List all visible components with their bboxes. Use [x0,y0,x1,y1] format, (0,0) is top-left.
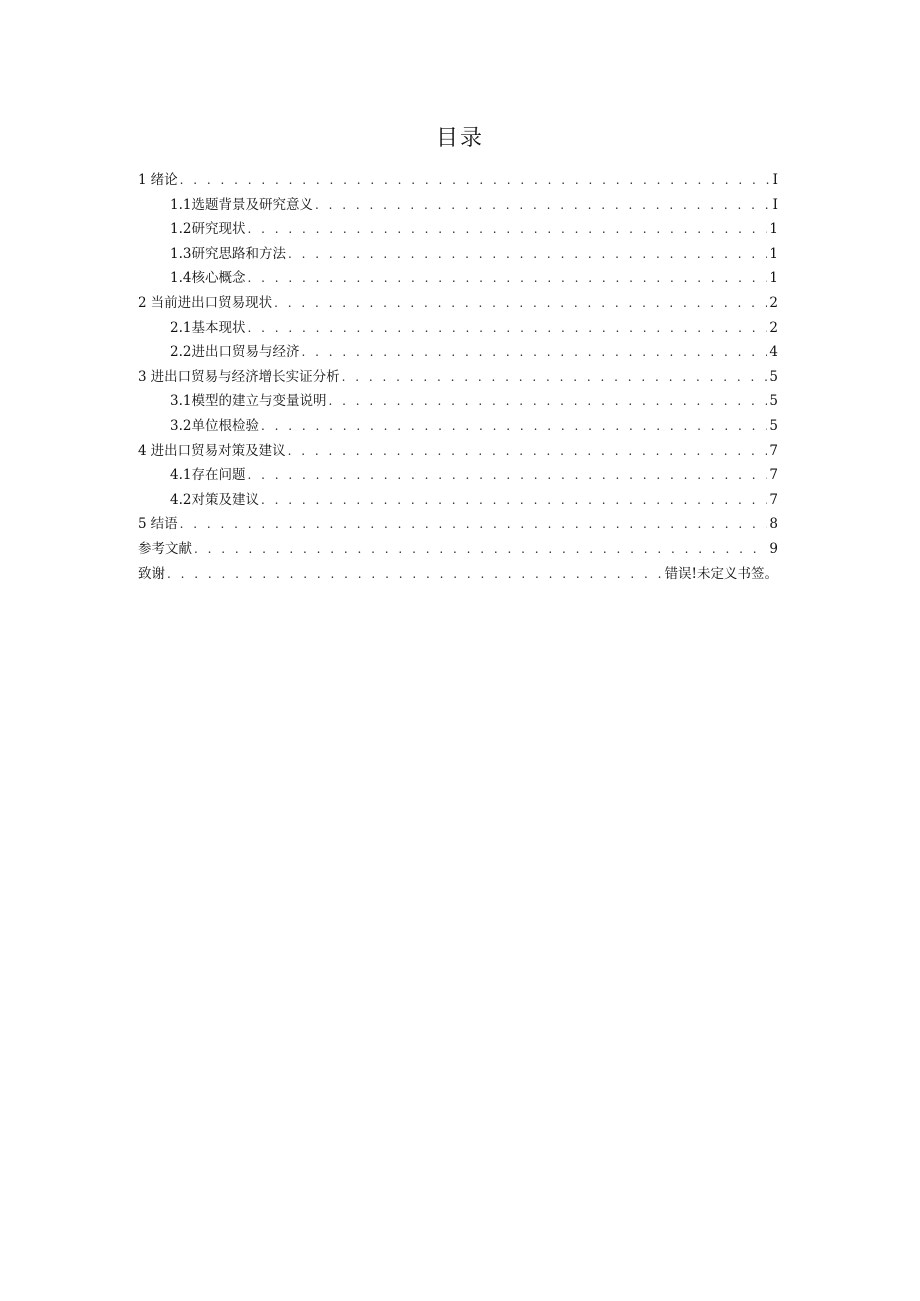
toc-entry-page: 错误!未定义书签。 [664,565,778,582]
toc-entry-number: 1.4 [170,270,192,287]
toc-entry-page: 9 [769,540,778,557]
toc-entry[interactable] [138,463,778,488]
toc-dot-leader [247,316,767,341]
toc-entry-page: 5 [769,417,778,434]
toc-entry-number: 3.2 [170,417,192,434]
toc-entry-title: 当前进出口贸易现状 [150,294,273,311]
toc-dot-leader [247,463,767,488]
toc-entry-number: 3 [138,368,147,385]
toc-entry[interactable] [138,488,778,513]
toc-entry[interactable] [138,316,778,341]
toc-entry[interactable] [138,512,778,537]
toc-entry-title: 单位根检验 [191,417,259,434]
toc-entry-title: 对策及建议 [191,491,259,508]
toc-entry-number: 2 [138,294,147,311]
toc-entry[interactable] [138,266,778,291]
toc-list [138,168,778,586]
toc-entry-title: 进出口贸易与经济 [191,344,300,361]
toc-entry-page: 5 [769,368,778,385]
toc-entry[interactable] [138,340,778,365]
toc-entry[interactable] [138,537,778,562]
toc-entry[interactable] [138,217,778,242]
toc-entry-title: 基本现状 [191,319,246,336]
toc-entry[interactable] [138,242,778,267]
toc-entry[interactable] [138,291,778,316]
toc-entry[interactable] [138,389,778,414]
toc-entry-number: 1.1 [170,196,192,213]
toc-entry[interactable] [138,414,778,439]
toc-title: 目录 [435,126,484,151]
toc-dot-leader [247,266,767,291]
toc-entry-title: 研究现状 [191,221,246,238]
toc-entry-number: 2.1 [170,319,192,336]
toc-dot-leader [274,291,767,316]
toc-entry-title: 模型的建立与变量说明 [191,393,327,410]
toc-entry-title: 存在问题 [191,467,246,484]
toc-entry[interactable] [138,365,778,390]
toc-dot-leader [167,562,663,587]
toc-entry-page: 8 [769,516,778,533]
toc-entry-title: 参考文献 [138,540,192,557]
toc-dot-leader [194,537,767,562]
toc-dot-leader [180,512,768,537]
toc-dot-leader [288,242,767,267]
toc-entry-number: 5 [138,516,147,533]
toc-entry-title: 致谢 [138,565,165,582]
toc-dot-leader [261,414,767,439]
toc-dot-leader [301,340,767,365]
toc-dot-leader [261,488,767,513]
toc-entry-page: 2 [769,319,778,336]
toc-entry-page: 1 [769,245,778,262]
toc-entry[interactable] [138,168,778,193]
toc-entry-number: 4.1 [170,467,192,484]
toc-entry-title: 选题背景及研究意义 [191,196,313,213]
toc-entry-page: 7 [769,467,778,484]
toc-entry-title: 研究思路和方法 [191,245,286,262]
toc-entry-number: 1.3 [170,245,192,262]
toc-entry-number: 3.1 [170,393,192,410]
toc-entry-page: 1 [769,221,778,238]
toc-dot-leader [315,193,771,218]
toc-entry-page: 2 [769,294,778,311]
toc-entry-page: 7 [769,491,778,508]
toc-dot-leader [180,168,771,193]
toc-entry-page: 7 [769,442,778,459]
toc-entry-title: 核心概念 [191,270,246,287]
toc-entry-page: 5 [769,393,778,410]
toc-entry[interactable] [138,439,778,464]
toc-entry-title: 进出口贸易与经济增长实证分析 [150,368,340,385]
toc-entry-title: 结语 [150,516,178,533]
toc-entry-number: 4 [138,442,147,459]
toc-dot-leader [342,365,768,390]
toc-entry-number: 1 [138,172,147,188]
toc-entry-title: 进出口贸易对策及建议 [150,442,286,459]
toc-entry[interactable] [138,193,778,218]
toc-dot-leader [288,439,768,464]
toc-entry-title: 绪论 [150,172,178,188]
toc-dot-leader [328,389,767,414]
toc-entry-number: 4.2 [170,491,192,508]
toc-entry-page: I [772,196,778,213]
toc-entry-page: I [772,172,778,188]
toc-dot-leader [247,217,767,242]
toc-entry-page: 1 [769,270,778,287]
toc-entry[interactable] [138,562,778,587]
toc-entry-number: 1.2 [170,221,192,238]
toc-entry-number: 2.2 [170,344,192,361]
toc-entry-page: 4 [769,344,778,361]
